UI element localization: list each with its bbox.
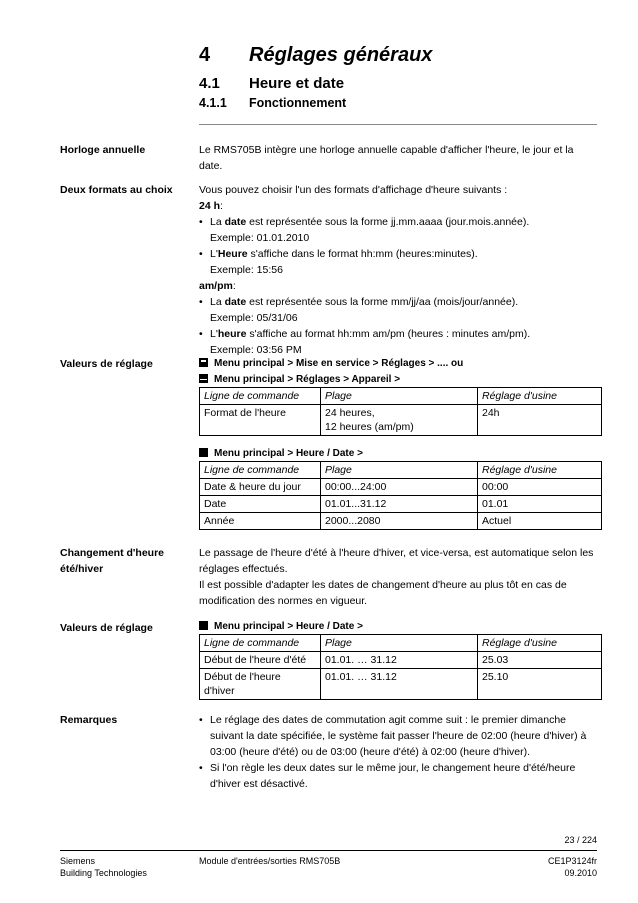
- table-row: Format de l'heure 24 heures, 12 heures (am/pm) 24h: [200, 405, 602, 436]
- subsection-heading: [199, 96, 346, 110]
- table-header-row: Ligne de commande Plage Réglage d'usine: [200, 388, 602, 405]
- table-row: Date & heure du jour 00:00...24:00 00:00: [200, 479, 602, 496]
- menu-icon: [199, 374, 208, 383]
- list-item: • La date est représentée sous la forme jj.mm.aaaa (jour.mois.année).: [199, 214, 599, 230]
- changement-text: [199, 545, 599, 609]
- section-heading: [199, 75, 344, 92]
- list-item: • L'Heure s'affiche dans le format hh:mm (heures:minutes).: [199, 246, 599, 262]
- side-label-changement: Changement d'heure été/hiver: [60, 547, 165, 575]
- paragraph: Le passage de l'heure d'été à l'heure d'hiver, et vice-versa, est automatique selon les réglages effectués.: [199, 547, 594, 575]
- menu-path-3: Menu principal > Heure / Date >: [199, 447, 363, 461]
- side-label-valeurs-1: Valeurs de réglage: [60, 358, 153, 370]
- list-item: • L'heure s'affiche au format hh:mm am/pm (heures : minutes am/pm).: [199, 326, 599, 342]
- example-text: Exemple: 15:56: [210, 264, 283, 276]
- settings-table-format: [199, 387, 602, 436]
- format-24h-title: 24 h:: [199, 200, 223, 212]
- remarques-list: [199, 712, 599, 792]
- footer-doc-ref: CE1P3124fr 09.2010: [547, 856, 597, 878]
- footer-divider: [60, 850, 597, 851]
- footer-company: Siemens Building Technologies: [60, 856, 147, 878]
- settings-table-date: [199, 461, 602, 530]
- side-label-formats: Deux formats au choix: [60, 184, 173, 196]
- format-24h-list: [199, 214, 599, 230]
- chapter-number: 4: [199, 44, 211, 66]
- format-ampm-title: am/pm:: [199, 280, 236, 292]
- menu-icon: [199, 621, 208, 630]
- side-label-valeurs-2: Valeurs de réglage: [60, 622, 153, 634]
- remarques-block: [199, 712, 599, 792]
- footer-doc-title: Module d'entrées/sorties RMS705B: [199, 856, 341, 866]
- subsection-number: 4.1.1: [199, 96, 227, 110]
- table-row: Date 01.01...31.12 01.01: [200, 496, 602, 513]
- menu-path-1: Menu principal > Mise en service > Réglages > .... ou: [199, 357, 463, 371]
- example-text: Exemple: 03:56 PM: [210, 344, 302, 356]
- list-item: • La date est représentée sous la forme mm/jj/aa (mois/jour/année).: [199, 294, 599, 310]
- example-text: Exemple: 01.01.2010: [210, 232, 310, 244]
- chapter-heading: [199, 44, 432, 67]
- side-label-horloge: Horloge annuelle: [60, 144, 146, 156]
- list-item: • Le réglage des dates de commutation agit comme suit : le premier dimanche suivant la date spécifiée, le système fait passer l'heure de 02:00 (heure d'hiver) à 03:00 (heure d'été) ou de 03:00 (heure d'été) à 02:00 (heure d'hiver).: [199, 712, 599, 760]
- menu-path-4: Menu principal > Heure / Date >: [199, 620, 363, 634]
- horloge-text: Le RMS705B intègre une horloge annuelle capable d'afficher l'heure, le jour et la date.: [199, 144, 574, 172]
- settings-table-dst: [199, 634, 602, 700]
- formats-intro: Vous pouvez choisir l'un des formats d'affichage d'heure suivants :: [199, 184, 508, 196]
- paragraph: Il est possible d'adapter les dates de changement d'heure au plus tôt en cas de modification des normes en vigueur.: [199, 579, 567, 607]
- formats-block: [199, 182, 599, 358]
- heading-divider: [199, 124, 597, 125]
- menu-path-2: Menu principal > Réglages > Appareil >: [199, 373, 400, 387]
- table-header-row: Ligne de commande Plage Réglage d'usine: [200, 462, 602, 479]
- chapter-title: Réglages généraux: [249, 44, 433, 66]
- page-number: 23 / 224: [564, 835, 597, 845]
- list-item: • Si l'on règle les deux dates sur le même jour, le changement heure d'été/heure d'hiver est désactivé.: [199, 760, 599, 792]
- example-text: Exemple: 05/31/06: [210, 312, 298, 324]
- table-header-row: Ligne de commande Plage Réglage d'usine: [200, 635, 602, 652]
- menu-icon: [199, 358, 208, 367]
- side-label-remarques: Remarques: [60, 714, 118, 726]
- menu-icon: [199, 448, 208, 457]
- section-number: 4.1: [199, 75, 220, 92]
- table-row: Début de l'heure d'été 01.01. … 31.12 25.03: [200, 652, 602, 669]
- table-row: Année 2000...2080 Actuel: [200, 513, 602, 530]
- subsection-title: Fonctionnement: [249, 96, 347, 110]
- section-title: Heure et date: [249, 75, 345, 92]
- table-row: Début de l'heure d'hiver 01.01. … 31.12 25.10: [200, 669, 602, 700]
